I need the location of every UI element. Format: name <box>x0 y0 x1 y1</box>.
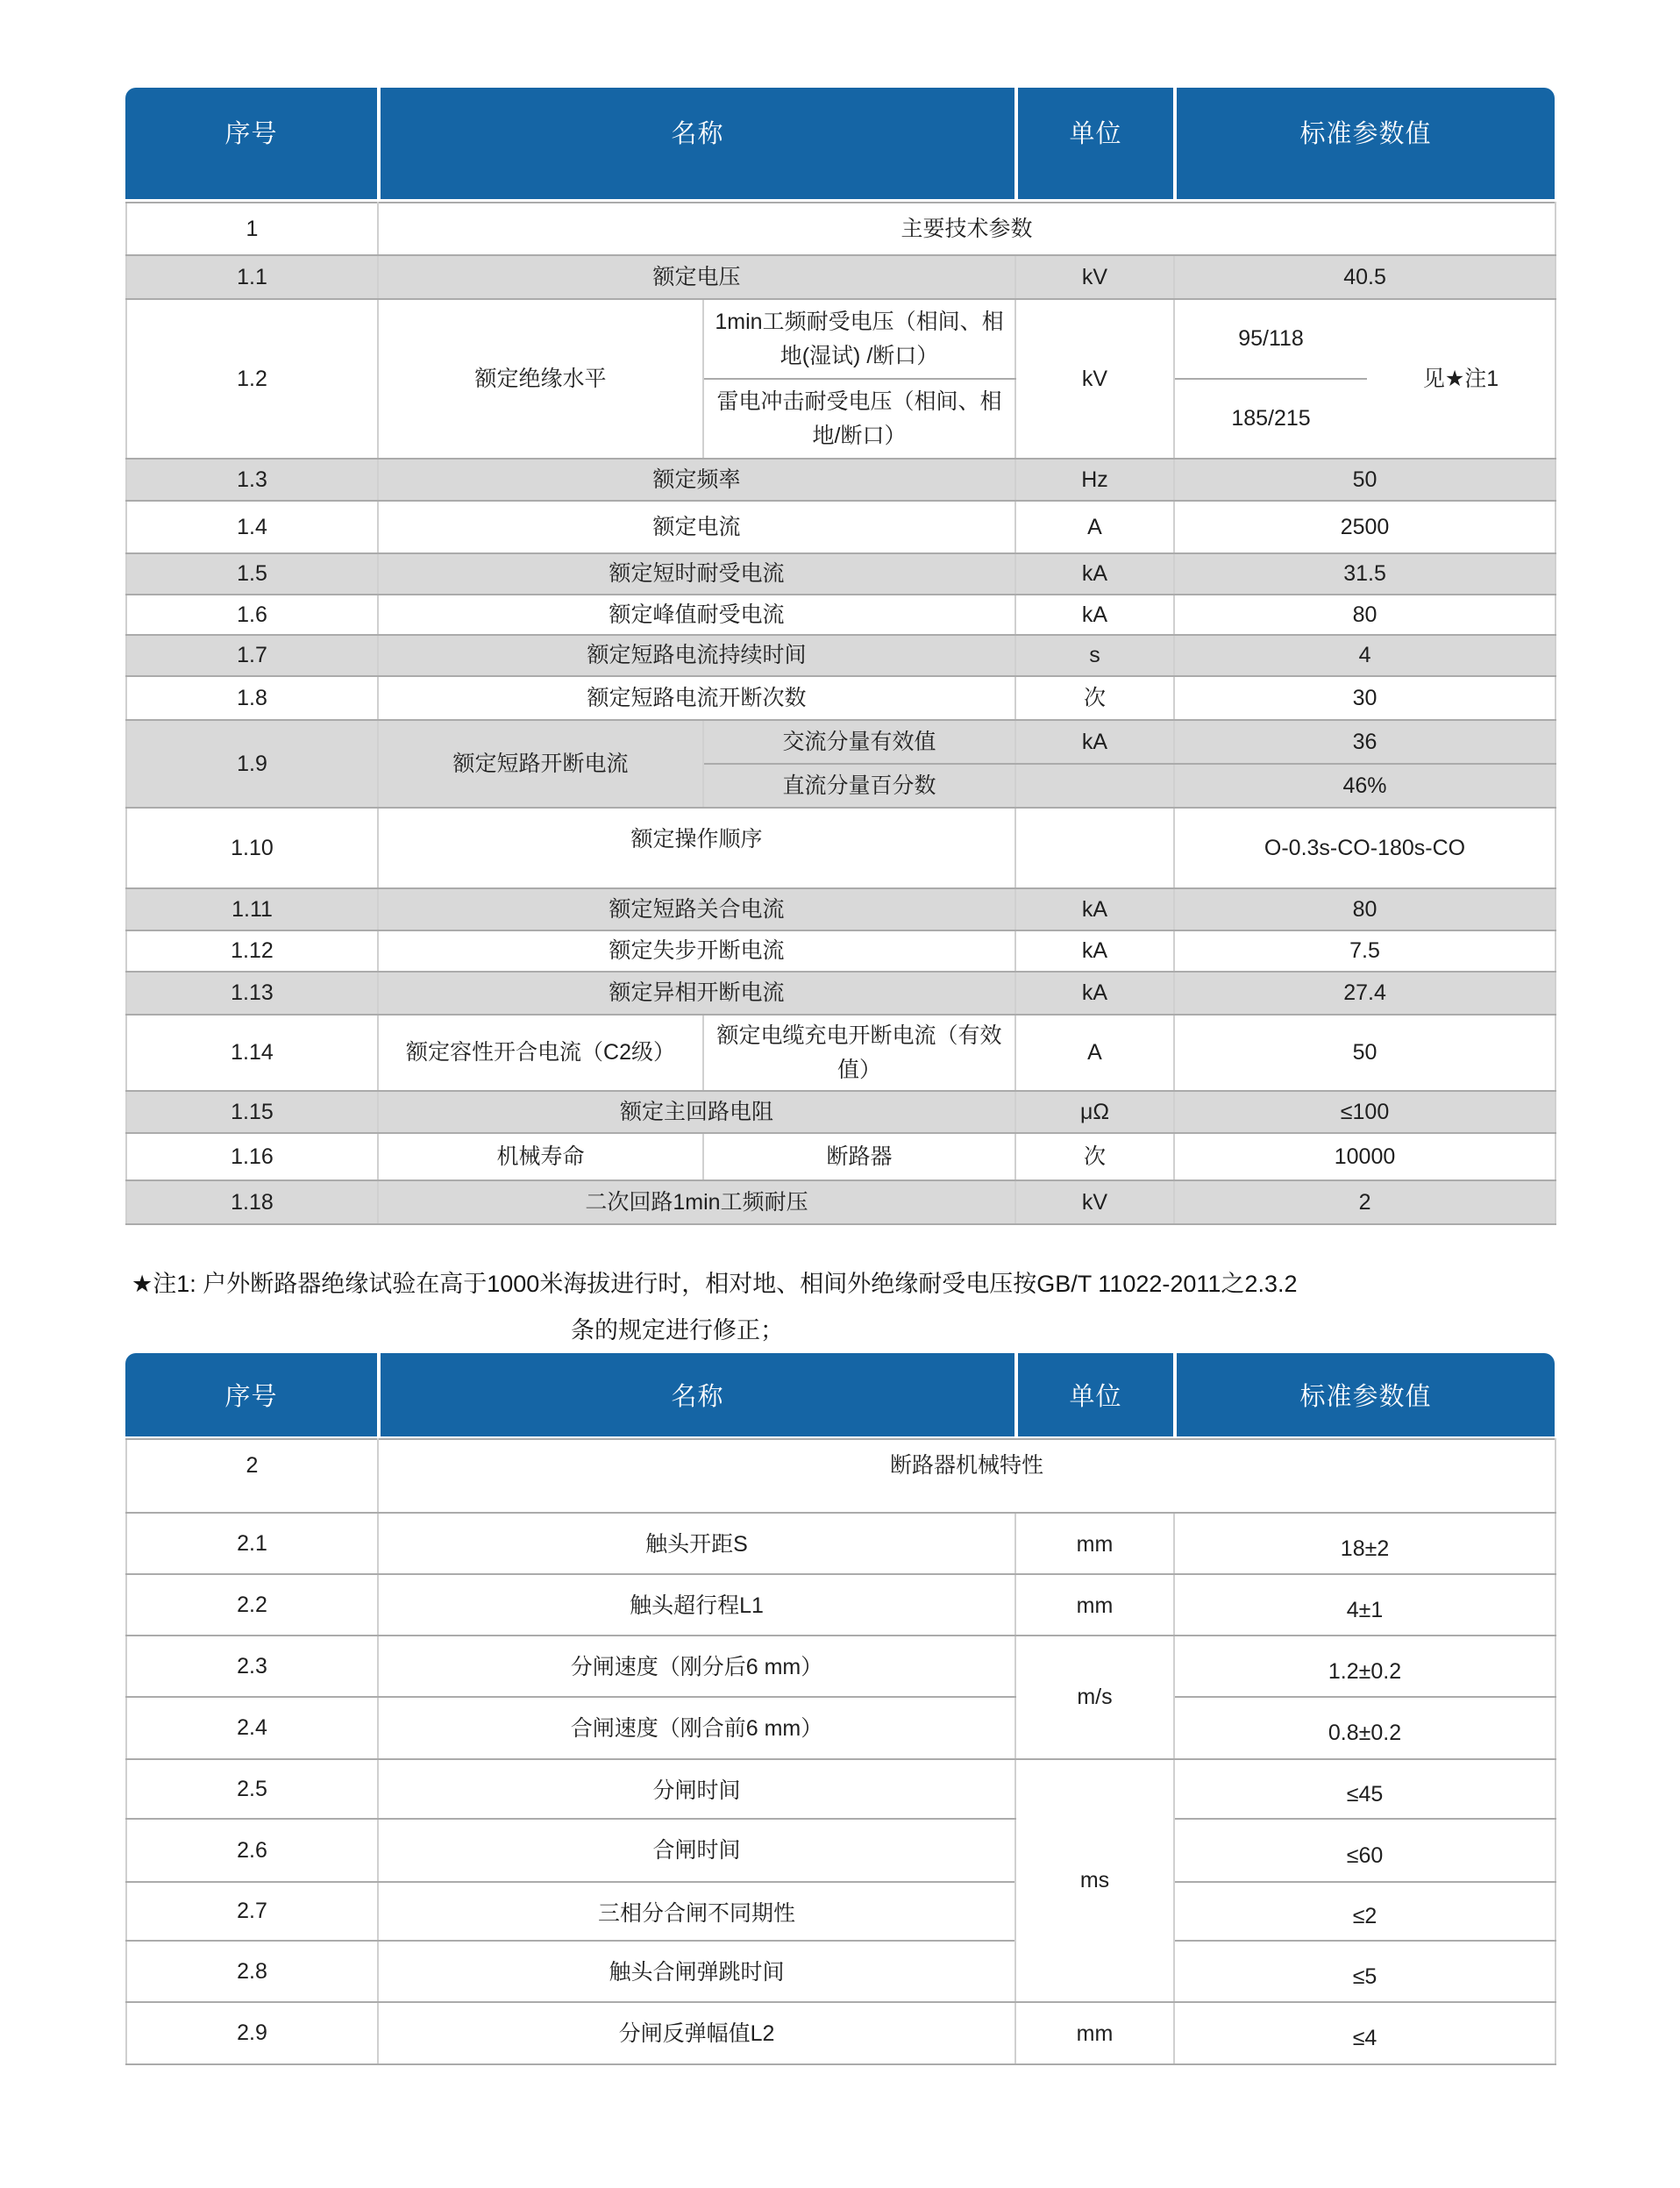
row-id-cell: 2.7 <box>126 1882 378 1941</box>
row-id-cell: 2.9 <box>126 2002 378 2064</box>
table-row <box>126 888 1555 930</box>
value-cell: 40.5 <box>1174 255 1555 299</box>
table-row <box>126 1574 1555 1636</box>
unit-cell: mm <box>1015 1574 1174 1636</box>
table-row <box>126 203 1555 255</box>
table2-header <box>125 1353 1555 1436</box>
unit-cell: kA <box>1015 553 1174 595</box>
name-cell: 额定异相开断电流 <box>378 972 1015 1015</box>
table-row <box>126 553 1555 595</box>
value-cell: 95/118 <box>1174 299 1367 379</box>
unit-cell: A <box>1015 501 1174 553</box>
table-row <box>126 1941 1555 2002</box>
table-row <box>126 501 1555 553</box>
unit-cell: mm <box>1015 2002 1174 2064</box>
row-id-cell: 1.18 <box>126 1180 378 1224</box>
name-cell: 额定电流 <box>378 501 1015 553</box>
unit-cell: kA <box>1015 972 1174 1015</box>
value-cell: 2 <box>1174 1180 1555 1224</box>
name-cell: 额定短路电流持续时间 <box>378 635 1015 676</box>
sub-name-cell: 雷电冲击耐受电压（相间、相地/断口） <box>703 379 1015 459</box>
footnote-star-note1 <box>132 1265 1298 1350</box>
table-row <box>126 1133 1555 1180</box>
row-id-cell: 1.2 <box>126 299 378 459</box>
table-row <box>126 1759 1555 1819</box>
name-cell: 额定绝缘水平 <box>378 299 703 459</box>
row-id-cell: 2.6 <box>126 1819 378 1882</box>
footnote-line1: ★注1: 户外断路器绝缘试验在高于1000米海拔进行时，相对地、相间外绝缘耐受电压按GB/T 11022-2011之2.3.2 <box>132 1271 1298 1297</box>
name-cell: 合闸速度（刚合前6 mm） <box>378 1697 1015 1759</box>
value-cell: 50 <box>1174 459 1555 501</box>
row-id-cell: 1.9 <box>126 720 378 808</box>
name-cell: 额定电压 <box>378 255 1015 299</box>
name-cell: 机械寿命 <box>378 1133 703 1180</box>
name-cell: 分闸时间 <box>378 1759 1015 1819</box>
unit-cell: kA <box>1015 720 1174 764</box>
value-cell: 185/215 <box>1174 379 1367 459</box>
name-cell: 额定短路电流开断次数 <box>378 676 1015 720</box>
value-cell: 27.4 <box>1174 972 1555 1015</box>
row-id-cell: 2.2 <box>126 1574 378 1636</box>
section-title-cell: 断路器机械特性 <box>378 1439 1555 1513</box>
row-id-cell: 2.1 <box>126 1513 378 1574</box>
value-cell: O-0.3s-CO-180s-CO <box>1174 808 1555 888</box>
table-row <box>126 1180 1555 1224</box>
name-cell: 额定短时耐受电流 <box>378 553 1015 595</box>
table-row <box>126 1882 1555 1941</box>
row-id-cell: 1 <box>126 203 378 255</box>
row-id-cell: 2.4 <box>126 1697 378 1759</box>
sub-name-cell: 1min工频耐受电压（相间、相地(湿试) /断口） <box>703 299 1015 379</box>
unit-cell-empty <box>1015 808 1174 888</box>
table2-header-name: 名称 <box>377 1353 1014 1436</box>
unit-cell: μΩ <box>1015 1091 1174 1133</box>
table2-header-value: 标准参数值 <box>1173 1353 1555 1436</box>
row-id-cell: 1.13 <box>126 972 378 1015</box>
value-cell: 4 <box>1174 635 1555 676</box>
name-cell: 三相分合闸不同期性 <box>378 1882 1015 1941</box>
name-cell: 二次回路1min工频耐压 <box>378 1180 1015 1224</box>
table-row <box>126 972 1555 1015</box>
name-cell: 额定容性开合电流（C2级） <box>378 1015 703 1091</box>
value-cell: ≤45 <box>1174 1759 1555 1819</box>
table-row <box>126 459 1555 501</box>
table1-header-unit: 单位 <box>1014 88 1173 199</box>
unit-cell: kA <box>1015 888 1174 930</box>
name-cell: 合闸时间 <box>378 1819 1015 1882</box>
unit-cell: kA <box>1015 930 1174 972</box>
name-cell: 额定频率 <box>378 459 1015 501</box>
name-cell: 分闸速度（刚分后6 mm） <box>378 1636 1015 1697</box>
table1-header-seq: 序号 <box>224 120 278 148</box>
footnote-line2: 条的规定进行修正； <box>571 1317 784 1344</box>
table-row <box>126 1513 1555 1574</box>
table2-mechanical-characteristics <box>125 1438 1556 2065</box>
value-cell: 50 <box>1174 1015 1555 1091</box>
row-id-cell: 1.3 <box>126 459 378 501</box>
value-cell: 36 <box>1174 720 1555 764</box>
sub-name-cell: 交流分量有效值 <box>703 720 1015 764</box>
name-cell: 额定短路关合电流 <box>378 888 1015 930</box>
table1-header-name: 名称 <box>377 88 1014 199</box>
name-cell: 触头超行程L1 <box>378 1574 1015 1636</box>
value-cell: 46% <box>1174 764 1555 808</box>
value-cell: ≤2 <box>1174 1882 1555 1941</box>
row-id-cell: 1.16 <box>126 1133 378 1180</box>
name-cell: 分闸反弹幅值L2 <box>378 2002 1015 2064</box>
name-cell: 触头开距S <box>378 1513 1015 1574</box>
table1-main-parameters <box>125 202 1556 1225</box>
row-id-cell: 1.11 <box>126 888 378 930</box>
name-cell: 额定操作顺序 <box>378 808 1015 888</box>
value-cell: 10000 <box>1174 1133 1555 1180</box>
value-cell: 4±1 <box>1174 1574 1555 1636</box>
unit-cell: Hz <box>1015 459 1174 501</box>
value-cell: 0.8±0.2 <box>1174 1697 1555 1759</box>
name-cell: 额定主回路电阻 <box>378 1091 1015 1133</box>
unit-cell: mm <box>1015 1513 1174 1574</box>
value-cell: 7.5 <box>1174 930 1555 972</box>
value-cell: 2500 <box>1174 501 1555 553</box>
table-row <box>126 595 1555 635</box>
row-id-cell: 1.1 <box>126 255 378 299</box>
table-row <box>126 299 1555 379</box>
value-cell: ≤4 <box>1174 2002 1555 2064</box>
name-cell: 额定失步开断电流 <box>378 930 1015 972</box>
unit-cell-empty <box>1015 764 1174 808</box>
value-cell: ≤60 <box>1174 1819 1555 1882</box>
unit-cell: kV <box>1015 1180 1174 1224</box>
note-ref-cell: 见★注1 <box>1367 299 1555 459</box>
unit-cell: kA <box>1015 595 1174 635</box>
value-cell: 1.2±0.2 <box>1174 1636 1555 1697</box>
name-cell: 触头合闸弹跳时间 <box>378 1941 1015 2002</box>
table-row <box>126 1636 1555 1697</box>
table-row <box>126 930 1555 972</box>
row-id-cell: 2.5 <box>126 1759 378 1819</box>
row-id-cell: 1.5 <box>126 553 378 595</box>
unit-cell: 次 <box>1015 676 1174 720</box>
table-row <box>126 1697 1555 1759</box>
row-id-cell: 1.10 <box>126 808 378 888</box>
value-cell: 18±2 <box>1174 1513 1555 1574</box>
row-id-cell: 1.14 <box>126 1015 378 1091</box>
table-row <box>126 676 1555 720</box>
table2-header-seq: 序号 <box>224 1383 278 1411</box>
name-cell: 额定短路开断电流 <box>378 720 703 808</box>
unit-cell: 次 <box>1015 1133 1174 1180</box>
row-id-cell: 1.8 <box>126 676 378 720</box>
value-cell: 80 <box>1174 595 1555 635</box>
table-row <box>126 2002 1555 2064</box>
table-row <box>126 1091 1555 1133</box>
row-id-cell: 1.6 <box>126 595 378 635</box>
table2-header-unit: 单位 <box>1014 1353 1173 1436</box>
row-id-cell: 2.3 <box>126 1636 378 1697</box>
unit-cell: m/s <box>1015 1636 1174 1759</box>
value-cell: 30 <box>1174 676 1555 720</box>
table-row <box>126 808 1555 888</box>
section-title-cell: 主要技术参数 <box>378 203 1555 255</box>
sub-name-cell: 断路器 <box>703 1133 1015 1180</box>
value-cell: 31.5 <box>1174 553 1555 595</box>
name-cell: 额定峰值耐受电流 <box>378 595 1015 635</box>
row-id-cell: 1.7 <box>126 635 378 676</box>
row-id-cell: 1.4 <box>126 501 378 553</box>
sub-name-cell: 直流分量百分数 <box>703 764 1015 808</box>
row-id-cell: 2 <box>126 1439 378 1513</box>
row-id-cell: 2.8 <box>126 1941 378 2002</box>
unit-cell: kV <box>1015 299 1174 459</box>
table1-header-value: 标准参数值 <box>1173 88 1555 199</box>
unit-cell: ms <box>1015 1759 1174 2002</box>
row-id-cell: 1.12 <box>126 930 378 972</box>
table1-header <box>125 88 1555 199</box>
unit-cell: s <box>1015 635 1174 676</box>
row-id-cell: 1.15 <box>126 1091 378 1133</box>
table-row <box>126 255 1555 299</box>
table-row <box>126 635 1555 676</box>
sub-name-cell: 额定电缆充电开断电流（有效值） <box>703 1015 1015 1091</box>
value-cell: ≤100 <box>1174 1091 1555 1133</box>
table-row <box>126 1819 1555 1882</box>
table-row <box>126 1439 1555 1513</box>
table-row <box>126 1015 1555 1091</box>
unit-cell: kV <box>1015 255 1174 299</box>
table-row <box>126 720 1555 764</box>
unit-cell: A <box>1015 1015 1174 1091</box>
value-cell: 80 <box>1174 888 1555 930</box>
value-cell: ≤5 <box>1174 1941 1555 2002</box>
